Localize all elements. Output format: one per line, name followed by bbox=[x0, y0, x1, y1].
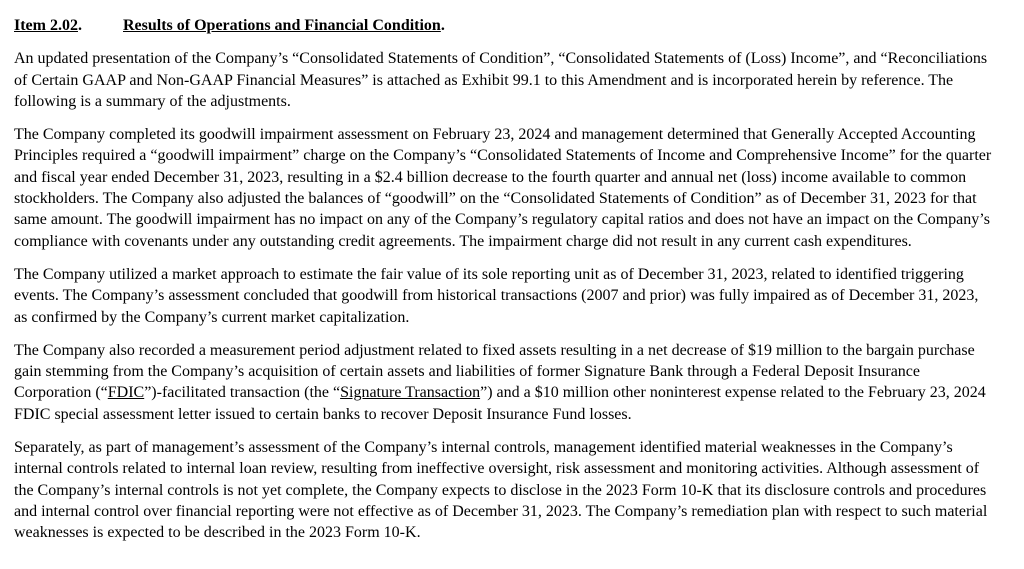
section-title bbox=[123, 17, 445, 34]
paragraph bbox=[14, 437, 1016, 543]
paragraph bbox=[14, 124, 1016, 252]
text-segment: ”) and a $10 million other noninterest expense related to the February 23, 2024 bbox=[480, 384, 986, 402]
text-segment: following is a summary of the adjustments. bbox=[14, 92, 291, 110]
text-line bbox=[14, 480, 1016, 501]
text-segment: The Company completed its goodwill impairment assessment on February 23, 2024 and management determined that Generally Accepted Accounting bbox=[14, 126, 976, 144]
text-segment: the Company’s internal controls is not yet complete, the Company expects to disclose in the 2023 Form 10-K that its disclosure controls and procedures bbox=[14, 481, 987, 499]
defined-term: Signature Transaction bbox=[340, 384, 481, 402]
text-segment: events. The Company’s assessment concluded that goodwill from historical transactions (2007 and prior) was fully impaired as of December 31, 2023, bbox=[14, 287, 979, 305]
text-line bbox=[14, 522, 1016, 543]
paragraph bbox=[14, 340, 1016, 425]
text-segment: ”)-facilitated transaction (the “ bbox=[144, 384, 341, 402]
text-line bbox=[14, 382, 1016, 403]
document-body bbox=[14, 48, 1016, 543]
text-segment: An updated presentation of the Company’s “Consolidated Statements of Condition”, “Consolidated Statements of (Loss) Income”, and “Reconciliations bbox=[14, 50, 988, 68]
text-segment: weaknesses is expected to be described in the 2023 Form 10-K. bbox=[14, 524, 421, 542]
text-segment: and internal control over financial reporting were not effective as of December 31, 2023. The Company’s remediation plan with respect to such material bbox=[14, 502, 988, 520]
item-number bbox=[14, 15, 123, 36]
section-title-text: Results of Operations and Financial Condition bbox=[123, 17, 441, 34]
defined-term: FDIC bbox=[107, 384, 145, 402]
text-segment: Corporation (“ bbox=[14, 384, 108, 402]
text-line bbox=[14, 70, 1016, 91]
item-number-text: Item 2.02 bbox=[14, 17, 78, 34]
text-line bbox=[14, 91, 1016, 112]
text-line bbox=[14, 437, 1016, 458]
text-segment: stockholders. The Company also adjusted the balances of “goodwill” on the “Consolidated Statements of Condition” as of December 31, 2023 for that bbox=[14, 190, 977, 208]
paragraph bbox=[14, 48, 1016, 112]
text-segment: gain stemming from the Company’s acquisition of certain assets and liabilities of former Signature Bank through a Federal Deposit Insurance bbox=[14, 363, 920, 381]
text-segment: internal controls related to internal loan review, resulting from ineffective oversight, risk assessment and monitoring activities. Although assessment of bbox=[14, 460, 980, 478]
text-line bbox=[14, 361, 1016, 382]
section-title-dot: . bbox=[440, 17, 445, 34]
text-line bbox=[14, 307, 1016, 328]
text-line bbox=[14, 188, 1016, 209]
text-segment: The Company also recorded a measurement period adjustment related to fixed assets resulting in a net decrease of $19 million to the bargain purchase bbox=[14, 341, 975, 359]
text-segment: FDIC special assessment letter issued to certain banks to recover Deposit Insurance Fund losses. bbox=[14, 405, 632, 423]
text-segment: compliance with covenants under any outstanding credit agreements. The impairment charge did not result in any current cash expenditures. bbox=[14, 232, 912, 250]
text-segment: and fiscal year ended December 31, 2023, resulting in a $2.4 billion decrease to the fourth quarter and annual net (loss) income available to common bbox=[14, 168, 967, 186]
text-line bbox=[14, 124, 1016, 145]
text-segment: of Certain GAAP and Non-GAAP Financial Measures” is attached as Exhibit 99.1 to this Amendment and is incorporated herein by reference. The bbox=[14, 71, 954, 89]
text-segment: as confirmed by the Company’s current market capitalization. bbox=[14, 308, 410, 326]
text-segment: Separately, as part of management’s assessment of the Company’s internal controls, management identified material weaknesses in the Company’s bbox=[14, 439, 953, 457]
text-segment: Principles required a “goodwill impairment” charge on the Company’s “Consolidated Statements of Income and Comprehensive Income” for the quarter bbox=[14, 147, 992, 165]
text-line bbox=[14, 285, 1016, 306]
text-line bbox=[14, 231, 1016, 252]
text-line bbox=[14, 404, 1016, 425]
text-line bbox=[14, 340, 1016, 361]
text-segment: same amount. The goodwill impairment has no impact on any of the Company’s regulatory capital ratios and does not have an impact on the Company’s bbox=[14, 211, 990, 229]
text-line bbox=[14, 145, 1016, 166]
paragraph bbox=[14, 264, 1016, 328]
text-line bbox=[14, 209, 1016, 230]
text-line bbox=[14, 48, 1016, 69]
text-line bbox=[14, 458, 1016, 479]
text-line bbox=[14, 264, 1016, 285]
text-segment: The Company utilized a market approach to estimate the fair value of its sole reporting unit as of December 31, 2023, related to identified triggering bbox=[14, 265, 964, 283]
text-line bbox=[14, 167, 1016, 188]
text-line bbox=[14, 501, 1016, 522]
section-heading bbox=[14, 15, 1016, 36]
item-number-dot: . bbox=[77, 17, 82, 34]
